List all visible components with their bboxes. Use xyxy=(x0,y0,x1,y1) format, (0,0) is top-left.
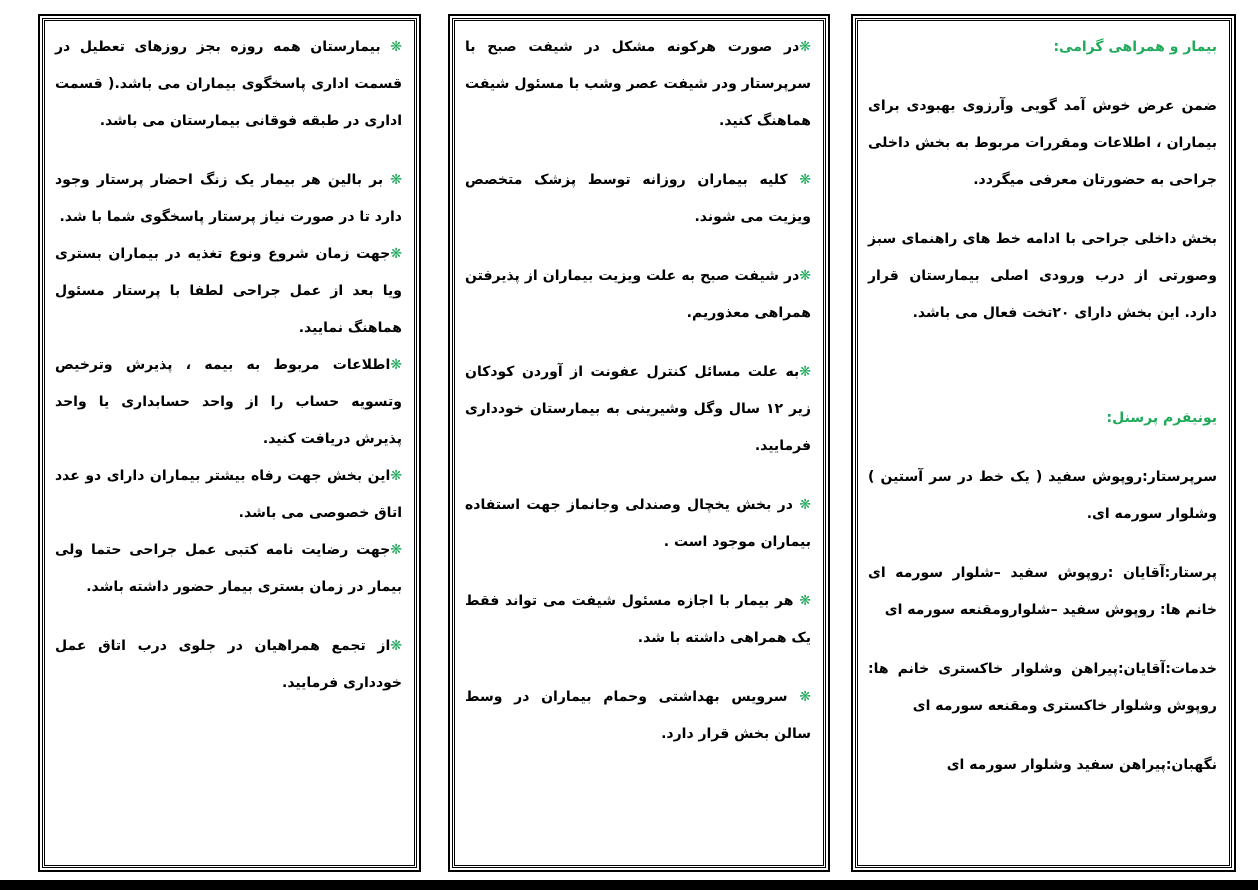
list-item: ❋از تجمع همراهیان در جلوی درب اتاق عمل خودداری فرمایید. xyxy=(55,638,402,691)
uniform-services: خدمات:آقایان:پیراهن وشلوار خاکستری خانم ها: روپوش وشلوار خاکستری ومقنعه سورمه ای xyxy=(868,661,1217,714)
left-panel xyxy=(42,18,417,868)
list-item: ❋جهت زمان شروع ونوع تغذیه در بیماران بستری ویا بعد از عمل جراحی لطفا با پرستار مسئول هماهنگ نمایید. xyxy=(55,246,402,336)
flower-bullet-icon: ❋ xyxy=(390,246,402,262)
flower-bullet-icon: ❋ xyxy=(799,172,811,188)
flower-bullet-icon: ❋ xyxy=(390,39,402,55)
list-item: ❋ در بخش یخچال وصندلی وجانماز جهت استفاده بیماران موجود است . xyxy=(465,497,811,550)
flower-bullet-icon: ❋ xyxy=(799,593,811,609)
flower-bullet-icon: ❋ xyxy=(390,638,402,654)
flower-bullet-icon: ❋ xyxy=(390,542,402,558)
list-item: ❋ کلیه بیماران روزانه توسط پزشک متخصص ویزیت می شوند. xyxy=(465,172,811,225)
flower-bullet-icon: ❋ xyxy=(390,357,402,373)
list-item: ❋ سرویس بهداشتی وحمام بیماران در وسط سالن بخش قرار دارد. xyxy=(465,689,811,742)
flower-bullet-icon: ❋ xyxy=(799,268,811,284)
left-panel-content xyxy=(45,21,414,865)
flower-bullet-icon: ❋ xyxy=(799,497,811,513)
right-panel xyxy=(855,18,1232,868)
intro-paragraph-1: ضمن عرض خوش آمد گویی وآرزوی بهبودی برای بیماران ، اطلاعات ومقررات مربوط به بخش داخلی جراحی به حضورتان معرفی میگردد. xyxy=(868,98,1217,188)
bottom-divider xyxy=(0,880,1258,890)
greeting-heading: بیمار و همراهی گرامی: xyxy=(1053,39,1217,55)
flower-bullet-icon: ❋ xyxy=(799,39,811,55)
list-item: ❋ بیمارستان همه روزه بجز روزهای تعطیل در قسمت اداری پاسخگوی بیماران می باشد.( قسمت اداری در طبقه فوقانی بیمارستان می باشد. xyxy=(55,39,402,129)
list-item: ❋اطلاعات مربوط به بیمه ، پذیرش وترخیص وتسویه حساب را از واحد حسابداری یا واحد پذیرش دریافت کنید. xyxy=(55,357,402,447)
uniform-head-nurse: سرپرستار:روپوش سفید ( یک خط در سر آستین ) وشلوار سورمه ای. xyxy=(868,469,1217,522)
intro-paragraph-2: بخش داخلی جراحی با ادامه خط های راهنمای سبز وصورتی از درب ورودی اصلی بیمارستان قرار دارد. این بخش دارای ۲۰تخت فعال می باشد. xyxy=(868,231,1217,321)
list-item: ❋ بر بالین هر بیمار یک زنگ احضار پرستار وجود دارد تا در صورت نیاز پرستار پاسخگوی شما با شد. xyxy=(55,172,402,225)
list-item: ❋جهت رضایت نامه کتبی عمل جراحی حتما ولی بیمار در زمان بستری بیمار حضور داشته باشد. xyxy=(55,542,402,595)
flower-bullet-icon: ❋ xyxy=(799,364,811,380)
flower-bullet-icon: ❋ xyxy=(390,468,402,484)
list-item: ❋در شیفت صبح به علت ویزیت بیماران از پذیرفتن همراهی معذوریم. xyxy=(465,268,811,321)
uniform-nurse: پرستار:آقایان :روپوش سفید –شلوار سورمه ای خانم ها: روپوش سفید –شلوارومقنعه سورمه ای xyxy=(868,565,1217,618)
uniform-heading: یونیفرم پرسنل: xyxy=(1106,410,1217,426)
flower-bullet-icon: ❋ xyxy=(390,172,402,188)
middle-panel xyxy=(452,18,826,868)
list-item: ❋به علت مسائل کنترل عفونت از آوردن کودکان زیر ۱۲ سال وگل وشیرینی به بیمارستان خودداری فرمایید. xyxy=(465,364,811,454)
list-item: ❋ هر بیمار با اجازه مسئول شیفت می تواند فقط یک همراهی داشته با شد. xyxy=(465,593,811,646)
right-panel-content xyxy=(858,21,1229,865)
flower-bullet-icon: ❋ xyxy=(799,689,811,705)
list-item: ❋در صورت هرکونه مشکل در شیفت صبح با سرپرستار ودر شیفت عصر وشب با مسئول شیفت هماهنگ کنید. xyxy=(465,39,811,129)
middle-panel-content xyxy=(455,21,823,865)
uniform-guard: نگهبان:پیراهن سفید وشلوار سورمه ای xyxy=(946,757,1217,773)
list-item: ❋این بخش جهت رفاه بیشتر بیماران دارای دو عدد اتاق خصوصی می باشد. xyxy=(55,468,402,521)
